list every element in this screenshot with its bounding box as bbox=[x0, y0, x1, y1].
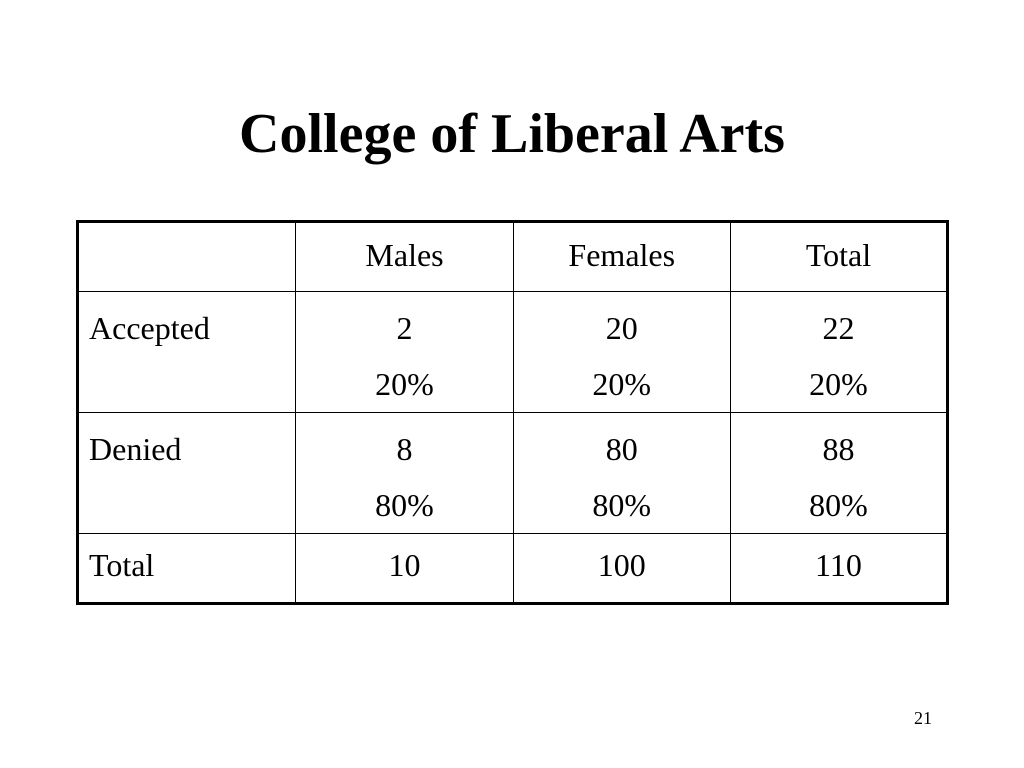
slide-title: College of Liberal Arts bbox=[239, 103, 785, 165]
cell-accepted-total bbox=[730, 292, 947, 413]
cell-total-total: 110 bbox=[730, 534, 947, 604]
cell-percent: 80% bbox=[809, 487, 868, 523]
cell-accepted-males bbox=[296, 292, 513, 413]
table-row-denied bbox=[78, 413, 948, 534]
header-cell-total: Total bbox=[730, 222, 947, 292]
table-header-row bbox=[78, 222, 948, 292]
cell-count: 8 bbox=[396, 431, 413, 467]
admissions-table bbox=[76, 220, 949, 605]
cell-denied-females bbox=[513, 413, 730, 534]
header-cell-females: Females bbox=[513, 222, 730, 292]
page-number: 21 bbox=[914, 708, 932, 728]
cell-accepted-females bbox=[513, 292, 730, 413]
cell-count: 80 bbox=[605, 431, 638, 467]
cell-percent: 20% bbox=[809, 366, 868, 402]
row-label-text: Accepted bbox=[89, 310, 210, 346]
row-label-denied bbox=[78, 413, 296, 534]
header-cell-empty bbox=[78, 222, 296, 292]
cell-total-males: 10 bbox=[296, 534, 513, 604]
cell-percent: 80% bbox=[375, 487, 434, 523]
row-label-text: Denied bbox=[89, 431, 182, 467]
cell-denied-males bbox=[296, 413, 513, 534]
cell-count: 20 bbox=[605, 310, 638, 346]
cell-denied-total bbox=[730, 413, 947, 534]
table-row-total bbox=[78, 534, 948, 604]
cell-count: 22 bbox=[822, 310, 855, 346]
cell-total-females: 100 bbox=[513, 534, 730, 604]
table-row-accepted bbox=[78, 292, 948, 413]
cell-percent: 20% bbox=[375, 366, 434, 402]
cell-count: 2 bbox=[396, 310, 413, 346]
cell-percent: 20% bbox=[592, 366, 652, 402]
row-label-accepted bbox=[78, 292, 296, 413]
cell-count: 88 bbox=[822, 431, 855, 467]
row-label-total: Total bbox=[78, 534, 296, 604]
header-cell-males: Males bbox=[296, 222, 513, 292]
cell-percent: 80% bbox=[592, 487, 652, 523]
